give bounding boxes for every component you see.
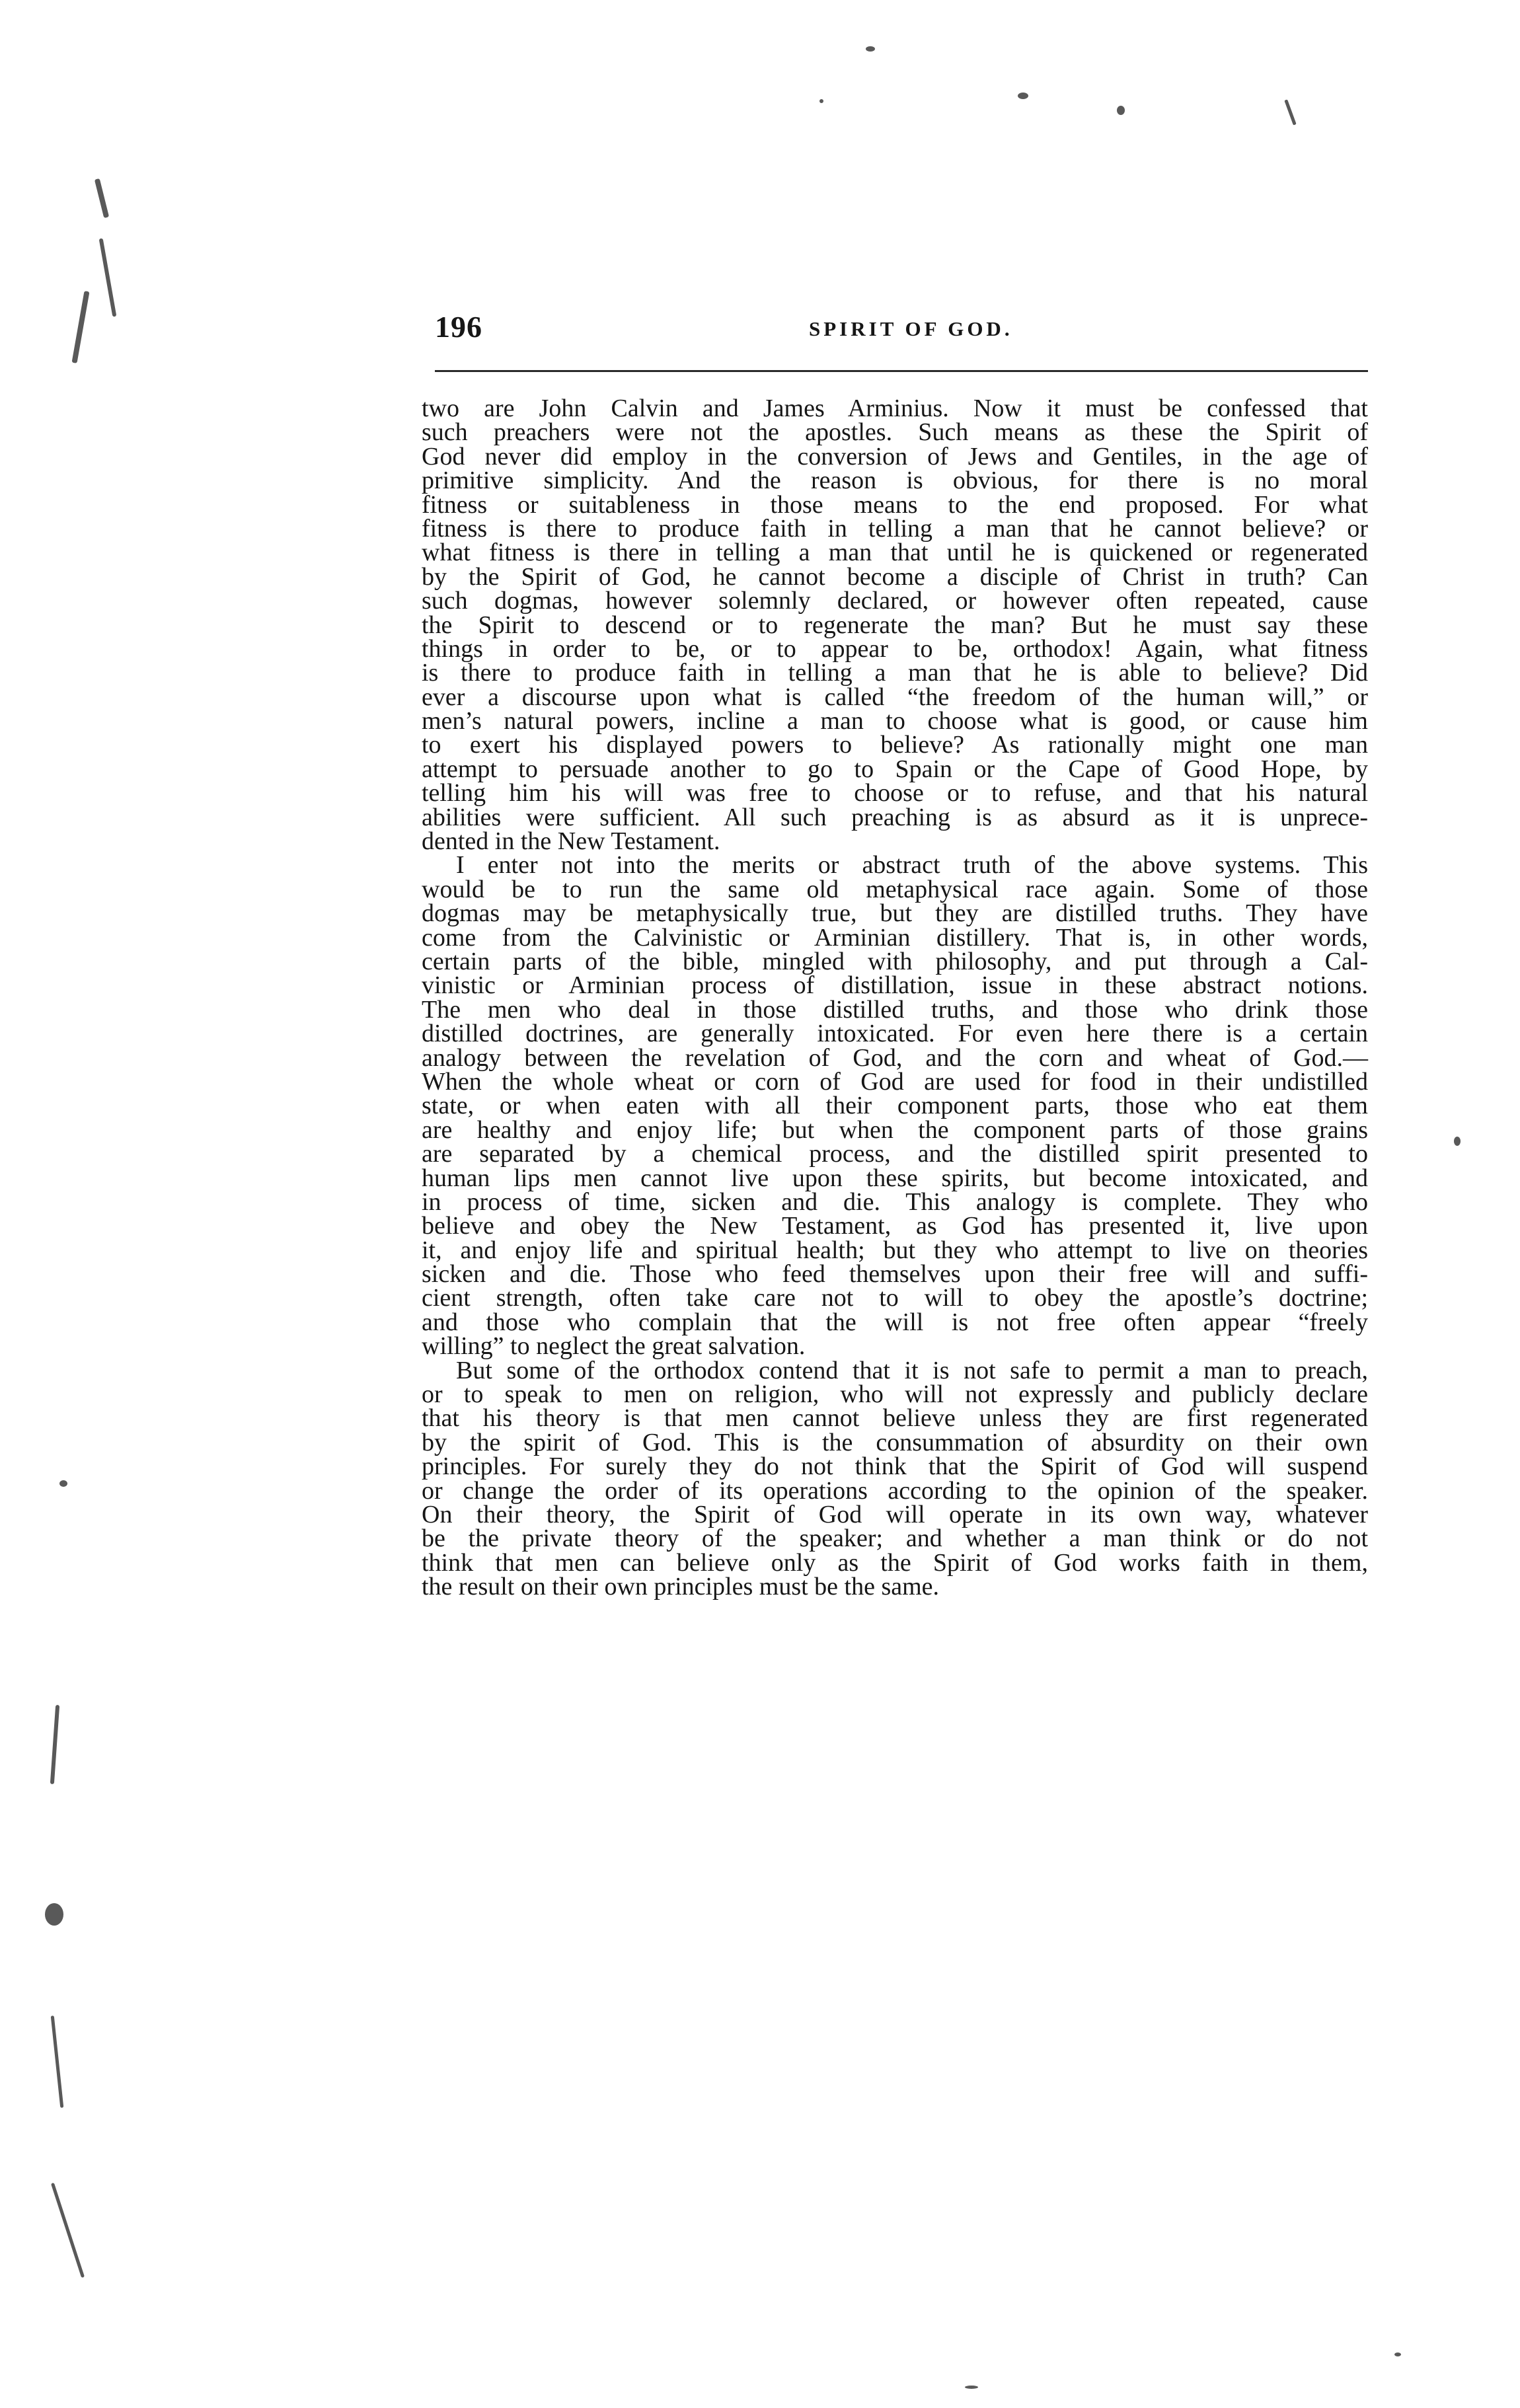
text-line: two are John Calvin and James Arminius. Now it must be confessed that: [422, 395, 1368, 422]
text-line: ever a discourse upon what is called “the freedom of the human will,” or: [422, 683, 1368, 711]
text-line: such preachers were not the apostles. Such means as these the Spirit of: [422, 418, 1368, 447]
text-line: believe and obey the New Testament, as God has presented it, live upon: [422, 1212, 1368, 1240]
text-line: attempt to persuade another to go to Spain or the Cape of Good Hope, by: [422, 755, 1368, 783]
text-line: such dogmas, however solemnly declared, or however often repeated, cause: [422, 587, 1368, 615]
text-line: When the whole wheat or corn of God are used for food in their undistilled: [422, 1067, 1368, 1096]
text-line: things in order to be, or to appear to be, orthodox! Again, what fitness: [422, 634, 1368, 663]
text-line: state, or when eaten with all their component parts, those who eat them: [422, 1092, 1368, 1120]
page-header: [435, 309, 1368, 353]
text-line: are healthy and enjoy life; but when the component parts of those grains: [422, 1115, 1368, 1144]
paragraph: [422, 1356, 1368, 1601]
text-line: willing” to neglect the great salvation.: [422, 1332, 806, 1361]
text-line: what fitness is there in telling a man that until he is quickened or regenerated: [422, 539, 1368, 567]
text-line: is there to produce faith in telling a man that he is able to believe? Did: [422, 659, 1368, 687]
text-line: come from the Calvinistic or Arminian distillery. That is, in other words,: [422, 923, 1368, 952]
text-line: vinistic or Arminian process of distillation, issue in these abstract notions.: [422, 971, 1368, 1000]
text-line: are separated by a chemical process, and the distilled spirit presented to: [422, 1140, 1368, 1168]
text-line: telling him his will was free to choose or to refuse, and that his natural: [422, 779, 1368, 808]
text-line: But some of the orthodox contend that it is not safe to permit a man to preach,: [456, 1356, 1368, 1384]
text-line: and those who complain that the will is not free often appear “freely: [422, 1308, 1368, 1336]
text-line: certain parts of the bible, mingled with philosophy, and put through a Cal-: [422, 947, 1368, 975]
text-line: by the Spirit of God, he cannot become a disciple of Christ in truth? Can: [422, 562, 1368, 591]
text-line: or to speak to men on religion, who will not expressly and publicly declare: [422, 1380, 1368, 1409]
header-rule: [435, 370, 1368, 372]
text-line: think that men can believe only as the Spirit of God works faith in them,: [422, 1548, 1368, 1577]
text-line: abilities were sufficient. All such preaching is as absurd as it is unprece-: [422, 803, 1368, 831]
text-line: principles. For surely they do not think that the Spirit of God will suspend: [422, 1452, 1368, 1481]
text-line: cient strength, often take care not to will to obey the apostle’s doctrine;: [422, 1284, 1368, 1312]
text-line: the Spirit to descend or to regenerate the man? But he must say these: [422, 611, 1368, 639]
text-line: or change the order of its operations according to the opinion of the speaker.: [422, 1476, 1368, 1505]
running-head: SPIRIT OF GOD.: [809, 317, 1013, 340]
text-line: to exert his displayed powers to believe? As rationally might one man: [422, 731, 1368, 759]
text-line: men’s natural powers, incline a man to choose what is good, or cause him: [422, 707, 1368, 735]
text-line: God never did employ in the conversion of Jews and Gentiles, in the age of: [422, 442, 1368, 470]
text-line: On their theory, the Spirit of God will operate in its own way, whatever: [422, 1500, 1368, 1528]
paragraph: [422, 395, 1368, 856]
text-line: The men who deal in those distilled truths, and those who drink those: [422, 995, 1368, 1024]
text-line: primitive simplicity. And the reason is obvious, for there is no moral: [422, 467, 1368, 495]
page-number: 196: [435, 310, 482, 344]
text-line: dented in the New Testament.: [422, 827, 720, 856]
text-line: fitness or suitableness in those means to the end proposed. For what: [422, 490, 1368, 519]
text-line: that his theory is that men cannot believe unless they are first regenerated: [422, 1404, 1368, 1433]
text-line: I enter not into the merits or abstract truth of the above systems. This: [456, 851, 1368, 880]
text-line: be the private theory of the speaker; and whether a man think or do not: [422, 1524, 1368, 1553]
text-line: fitness is there to produce faith in telling a man that he cannot believe? or: [422, 514, 1368, 543]
text-line: sicken and die. Those who feed themselves upon their free will and suffi-: [422, 1260, 1368, 1289]
text-line: human lips men cannot live upon these spirits, but become intoxicated, and: [422, 1164, 1368, 1192]
text-line: the result on their own principles must be the same.: [422, 1573, 940, 1601]
text-line: analogy between the revelation of God, and the corn and wheat of God.—: [422, 1043, 1368, 1072]
text-line: by the spirit of God. This is the consummation of absurdity on their own: [422, 1428, 1368, 1456]
text-line: dogmas may be metaphysically true, but they are distilled truths. They have: [422, 899, 1368, 928]
text-line: distilled doctrines, are generally intoxicated. For even here there is a certain: [422, 1020, 1368, 1048]
paragraph: [422, 851, 1368, 1361]
body-text: [422, 396, 1368, 1599]
text-line: in process of time, sicken and die. This analogy is complete. They who: [422, 1187, 1368, 1216]
text-line: would be to run the same old metaphysical race again. Some of those: [422, 875, 1368, 903]
text-line: it, and enjoy life and spiritual health; but they who attempt to live on theories: [422, 1236, 1368, 1264]
